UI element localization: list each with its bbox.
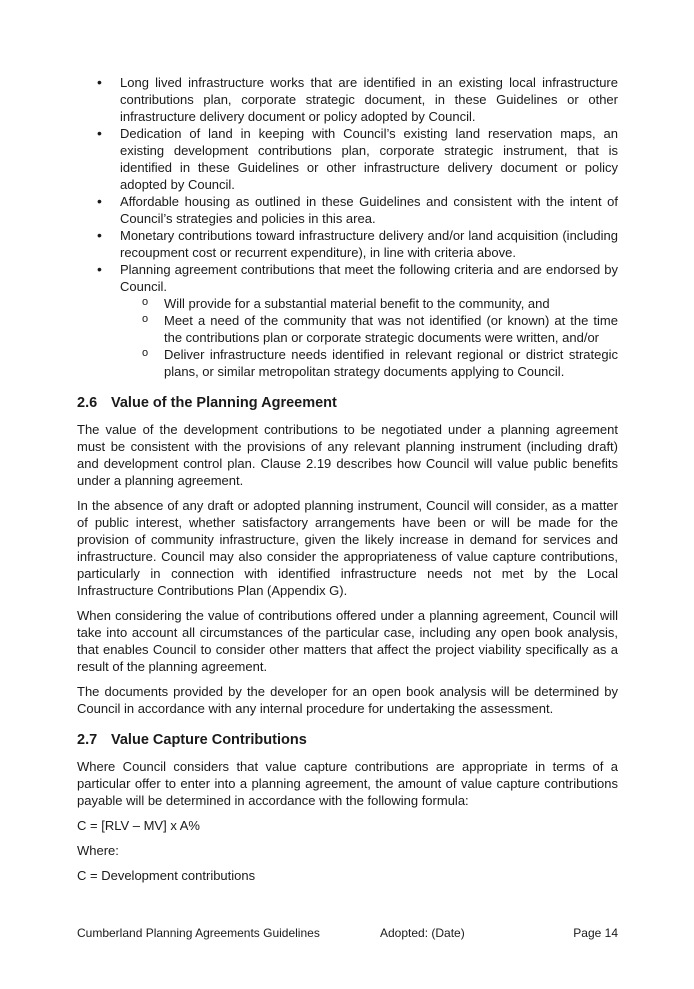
paragraph: The documents provided by the developer for an open book analysis will be determined by Council in accordance with any internal procedure for undertaking the assessment. — [77, 684, 618, 716]
footer-document-title: Cumberland Planning Agreements Guidelines — [77, 926, 320, 940]
criteria-sublist — [120, 295, 618, 380]
section-heading-2-7 — [77, 731, 618, 749]
paragraph: Where Council considers that value capture contributions are appropriate in terms of a particular offer to enter into a planning agreement, the amount of value capture contributions payable will be determined in accordance with the following formula: — [77, 759, 618, 808]
document-page — [77, 74, 618, 884]
paragraph: The value of the development contributions to be negotiated under a planning agreement must be consistent with the provisions of any relevant planning instrument (including draft) and development control plan. Clause 2.19 describes how Council will value public benefits under a planning agreement. — [77, 422, 618, 488]
section-heading-2-6 — [77, 394, 618, 412]
section-title: Value of the Planning Agreement — [111, 395, 337, 411]
sub-list-item: o Deliver infrastructure needs identified in relevant regional or district strategic plans, or similar metropolitan strategy documents applying to Council. — [120, 346, 618, 380]
list-item: • Affordable housing as outlined in these Guidelines and consistent with the intent of Council’s strategies and policies in this area. — [77, 193, 618, 227]
list-item: • Dedication of land in keeping with Council’s existing land reservation maps, an existing development contributions plan, corporate strategic instrument, that is identified in these Guidelines or other infrastructure delivery document or policy adopted by Council. — [77, 125, 618, 193]
list-item — [77, 261, 618, 380]
paragraph: When considering the value of contributions offered under a planning agreement, Council will take into account all circumstances of the particular case, including any open book analysis, that enables Council to consider other matters that affect the project viability specifically as a result of the planning agreement. — [77, 608, 618, 674]
where-label: Where: — [77, 843, 119, 858]
section-number: 2.7 — [77, 732, 98, 748]
footer-adopted-date: Adopted: (Date) — [380, 926, 465, 940]
definition: C = Development contributions — [77, 868, 256, 883]
sub-list-item: o Meet a need of the community that was not identified (or known) at the time the contributions plan or corporate strategic documents were written, and/or — [120, 312, 618, 346]
section-number: 2.6 — [77, 395, 98, 411]
footer-page-number: Page 14 — [573, 926, 618, 940]
list-item: • Long lived infrastructure works that are identified in an existing local infrastructure contributions plan, corporate strategic document, in these Guidelines or other infrastructure delivery document or policy adopted by Council. — [77, 74, 618, 125]
list-item: • Monetary contributions toward infrastructure delivery and/or land acquisition (including recoupment cost or recurrent expenditure), in line with criteria above. — [77, 227, 618, 261]
contribution-types-list — [77, 74, 618, 380]
paragraph: In the absence of any draft or adopted planning instrument, Council will consider, as a matter of public interest, whether satisfactory arrangements have been or will be made for the provision of community infrastructure, given the likely increase in demand for services and infrastructure. Council may also consider the appropriateness of value capture contributions, particularly in connection with identified infrastructure needs not met by the Local Infrastructure Contributions Plan (Appendix G). — [77, 498, 618, 598]
sub-list-item: o Will provide for a substantial material benefit to the community, and — [120, 295, 618, 312]
section-title: Value Capture Contributions — [111, 732, 307, 748]
list-item-text: Planning agreement contributions that meet the following criteria and are endorsed by Council. — [120, 262, 618, 294]
formula: C = [RLV – MV] x A% — [77, 818, 200, 833]
